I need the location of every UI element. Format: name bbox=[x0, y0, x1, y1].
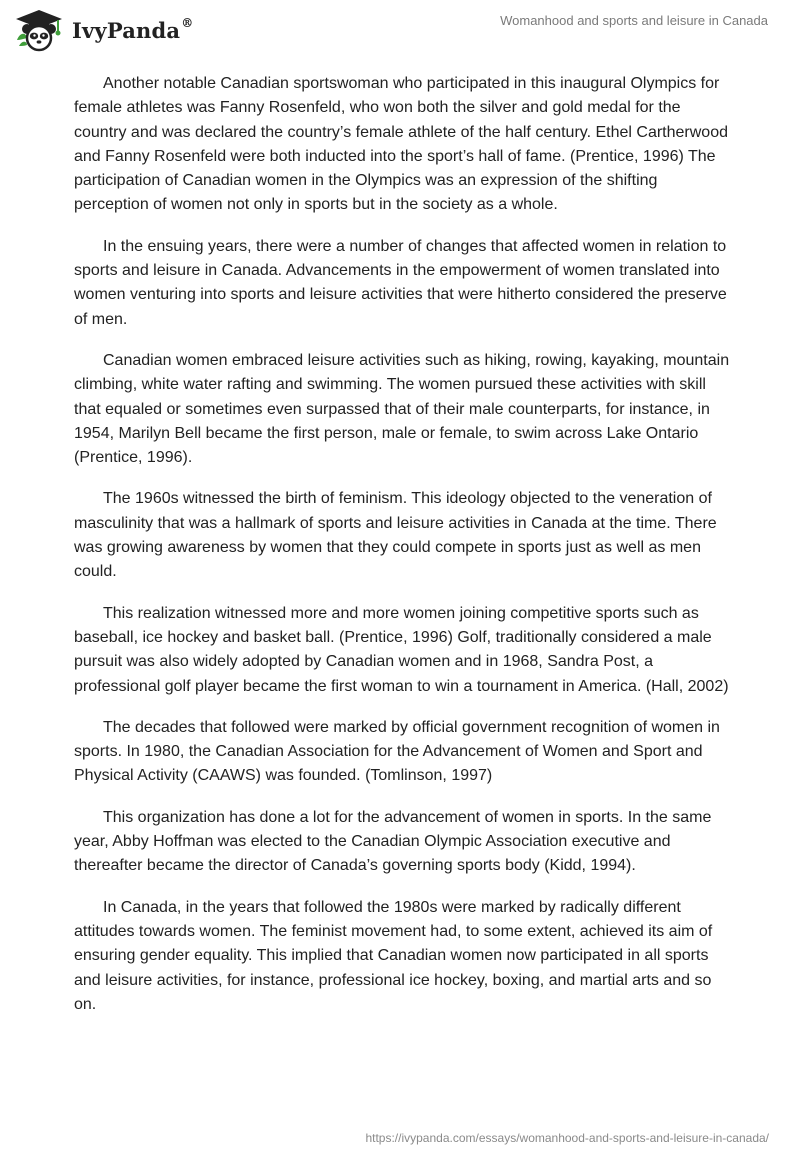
paragraph: This organization has done a lot for the advancement of women in sports. In the same year, Abby Hoffman was elected to the Canadian Olympic Association executive and thereafter became the director of Canada’s governing sports body (Kidd, 1994). bbox=[74, 808, 712, 875]
ivypanda-logo[interactable] bbox=[14, 8, 193, 52]
page-header bbox=[0, 0, 800, 64]
paragraph: The decades that followed were marked by official government recognition of women in sports. In 1980, the Canadian Association for the Advancement of Women and Sport and Physical Activity (CAAWS) was founded. (Tomlinson, 1997) bbox=[74, 718, 720, 785]
paragraph: In the ensuing years, there were a number of changes that affected women in relation to sports and leisure in Canada. Advancements in the empowerment of women translated into women venturing into sports and leisure activities that were hitherto considered the preserve of men. bbox=[74, 237, 727, 328]
paragraph: In Canada, in the years that followed the 1980s were marked by radically different attitudes towards women. The feminist movement had, to some extent, achieved its aim of ensuring gender equality. This implied that Canadian women now participated in all sports and leisure activities, for instance, professional ice hockey, boxing, and martial arts and so on. bbox=[74, 898, 713, 1013]
essay-body bbox=[74, 72, 734, 1034]
paragraph: Canadian women embraced leisure activities such as hiking, rowing, kayaking, mountain climbing, white water rafting and swimming. The women pursued these activities with skill that equaled or sometimes even surpassed that of their male counterparts, for instance, in 1954, Marilyn Bell became the first person, male or female, to swim across Lake Ontario (Prentice, 1996). bbox=[74, 351, 730, 467]
document-title: Womanhood and sports and leisure in Canada bbox=[500, 13, 768, 28]
panda-graduation-cap-icon bbox=[14, 8, 64, 52]
paragraph: This realization witnessed more and more women joining competitive sports such as baseball, ice hockey and basket ball. (Prentice, 1996) Golf, traditionally considered a male pursuit was also widely adopted by Canadian women and in 1968, Sandra Post, a professional golf player became the first woman to win a tournament in America. (Hall, 2002) bbox=[74, 604, 729, 695]
paragraph: Another notable Canadian sportswoman who participated in this inaugural Olympics for female athletes was Fanny Rosenfeld, who won both the silver and gold medal for the country and was declared the country’s female athlete of the half century. Ethel Cartherwood and Fanny Rosenfeld were both inducted into the sport’s hall of fame. (Prentice, 1996) The participation of Canadian women in the Olympics was an expression of the shifting perception of women not only in sports but in the society as a whole. bbox=[74, 75, 728, 214]
registered-mark: ® bbox=[181, 15, 194, 30]
paragraph: The 1960s witnessed the birth of feminism. This ideology objected to the veneration of masculinity that was a hallmark of sports and leisure activities in Canada at the time. There was growing awareness by women that they could compete in sports just as well as men could. bbox=[74, 490, 717, 581]
source-url[interactable]: https://ivypanda.com/essays/womanhood-and-sports-and-leisure-in-canada/ bbox=[365, 1131, 769, 1145]
brand-name: IvyPanda® bbox=[72, 15, 194, 43]
